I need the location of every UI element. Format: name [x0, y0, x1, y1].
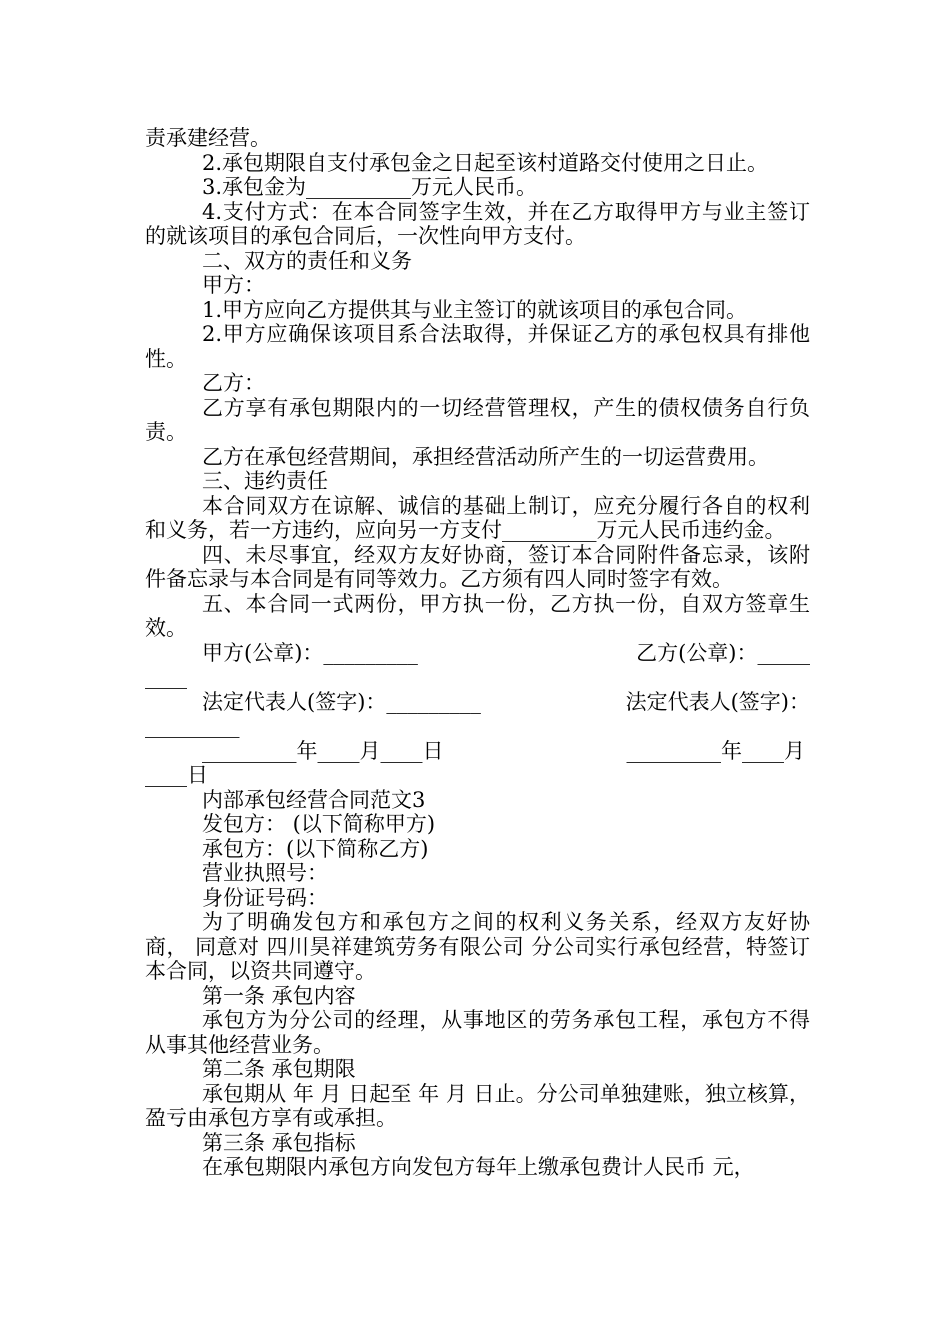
article-heading: 第三条 承包指标 [202, 1130, 356, 1155]
breach-clause: 本合同双方在谅解、诚信的基础上制订，应充分履行各自的权利和义务，若一方违约，应向另一方支付_________万元人民币违约金。 [145, 493, 810, 542]
party-b-signature: 法定代表人(签字)： [625, 689, 810, 714]
article-heading: 第一条 承包内容 [202, 983, 356, 1008]
misc-clause: 四、未尽事宜，经双方友好协商，签订本合同附件备忘录，该附件备忘录与本合同是有同等效力。乙方须有四人同时签字有效。 [145, 542, 810, 591]
article-heading: 第二条 承包期限 [202, 1057, 356, 1081]
party-a-duty-2: 2.甲方应确保该项目系合法取得，并保证乙方的承包权具有排他性。 [145, 322, 810, 371]
paragraph: 责承建经营。 [145, 126, 271, 150]
issuer-line: 发包方： (以下简称甲方) [202, 812, 436, 836]
party-a-duty-1: 1.甲方应向乙方提供其与业主签订的就该项目的承包合同。 [202, 297, 748, 322]
clause-amount: 3.承包金为__________万元人民币。 [202, 175, 538, 199]
copies-clause: 五、本合同一式两份，甲方执一份，乙方执一份，自双方签章生效。 [145, 591, 810, 640]
article-body: 承包方为分公司的经理，从事地区的劳务承包工程，承包方不得从事其他经营业务。 [145, 1008, 810, 1057]
party-b-duty-1: 乙方享有承包期限内的一切经营管理权，产生的债权债务自行负责。 [145, 395, 810, 444]
party-a-heading: 甲方： [202, 273, 265, 297]
party-b-duty-2: 乙方在承包经营期间，承担经营活动所产生的一切运营费用。 [202, 444, 769, 469]
signature-line [145, 690, 810, 715]
article-body: 承包期从 年 月 日起至 年 月 日止。分公司单独建账，独立核算，盈亏由承包方享有或承担。 [145, 1081, 810, 1130]
article-body: 在承包期限内承包方向发包方每年上缴承包费计人民币 元， [202, 1155, 755, 1179]
section-heading: 三、违约责任 [202, 469, 328, 493]
date-line [145, 739, 810, 764]
party-b-seal: 乙方(公章)：_____ [636, 640, 810, 665]
signature-wrap: _________ [145, 714, 240, 738]
date-wrap: ____日 [145, 763, 208, 787]
document-body [145, 126, 810, 1180]
license-line: 营业执照号： [202, 861, 328, 885]
amount-blank: __________ [306, 175, 412, 199]
party-b-date: _________年____月 [626, 738, 805, 763]
id-line: 身份证号码： [202, 885, 328, 910]
contractor-line: 承包方：(以下简称乙方) [202, 836, 429, 861]
section-heading: 二、双方的责任和义务 [202, 248, 412, 273]
party-a-date: _________年____月____日 [202, 738, 444, 763]
clause-payment: 4.支付方式：在本合同签字生效，并在乙方取得甲方与业主签订的就该项目的承包合同后，一次性向甲方支付。 [145, 199, 810, 248]
clause-term: 2.承包期限自支付承包金之日起至该村道路交付使用之日止。 [202, 150, 769, 175]
contract-title: 内部承包经营合同范文3 [202, 787, 426, 812]
seal-line [145, 641, 810, 666]
party-a-seal: 甲方(公章)：_________ [202, 640, 418, 665]
party-b-heading: 乙方： [202, 371, 265, 395]
preamble: 为了明确发包方和承包方之间的权利义务关系，经双方友好协商， 同意对 四川昊祥建筑劳务有限公司 分公司实行承包经营，特签订本合同，以资共同遵守。 [145, 910, 810, 983]
party-a-signature: 法定代表人(签字)：_________ [202, 689, 481, 714]
seal-wrap: ____ [145, 665, 187, 689]
penalty-blank: _________ [502, 518, 597, 542]
